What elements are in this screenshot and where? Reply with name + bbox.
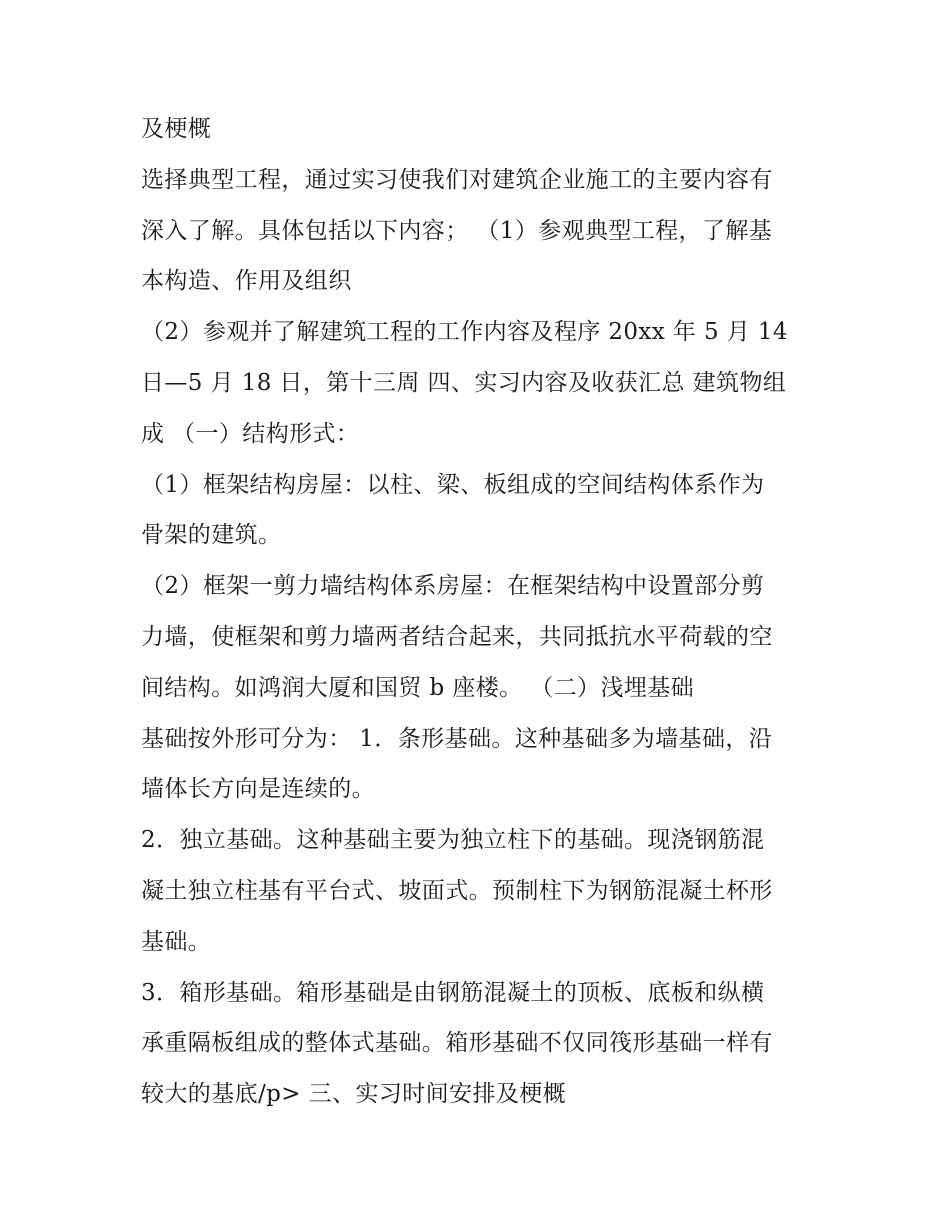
text-line: 及梗概 bbox=[141, 116, 212, 142]
text-line: 3．箱形基础。箱形基础是由钢筋混凝土的顶板、底板和纵横 bbox=[141, 980, 765, 1006]
text-line: 日—5 月 18 日，第十三周 四、实习内容及收获汇总 建筑物组 bbox=[141, 370, 787, 396]
text-line: （1）框架结构房屋：以柱、梁、板组成的空间结构体系作为 bbox=[141, 472, 765, 498]
text-line: 承重隔板组成的整体式基础。箱形基础不仅同筏形基础一样有 bbox=[141, 1030, 773, 1056]
text-line: 基础。 bbox=[141, 929, 212, 955]
text-line: 力墙，使框架和剪力墙两者结合起来，共同抵抗水平荷载的空 bbox=[141, 624, 773, 650]
text-line: 骨架的建筑。 bbox=[141, 522, 282, 548]
text-line: 本构造、作用及组织 bbox=[141, 268, 352, 294]
text-line: （2）参观并了解建筑工程的工作内容及程序 20xx 年 5 月 14 bbox=[141, 319, 788, 345]
text-line: 成 （一）结构形式： bbox=[141, 421, 360, 447]
text-line: 较大的基底/p> 三、实习时间安排及梗概 bbox=[141, 1081, 567, 1107]
text-line: 凝土独立柱基有平台式、坡面式。预制柱下为钢筋混凝土杯形 bbox=[141, 878, 773, 904]
text-line: 墙体长方向是连续的。 bbox=[141, 776, 375, 802]
text-line: （2）框架一剪力墙结构体系房屋：在框架结构中设置部分剪 bbox=[141, 573, 765, 599]
text-line: 间结构。如鸿润大厦和国贸 b 座楼。 （二）浅埋基础 bbox=[141, 675, 695, 701]
text-line: 深入了解。具体包括以下内容； （1）参观典型工程，了解基 bbox=[141, 218, 773, 244]
text-line: 选择典型工程，通过实习使我们对建筑企业施工的主要内容有 bbox=[141, 167, 773, 193]
text-line: 基础按外形可分为： 1．条形基础。这种基础多为墙基础，沿 bbox=[141, 726, 773, 752]
text-line: 2．独立基础。这种基础主要为独立柱下的基础。现浇钢筋混 bbox=[141, 827, 765, 853]
